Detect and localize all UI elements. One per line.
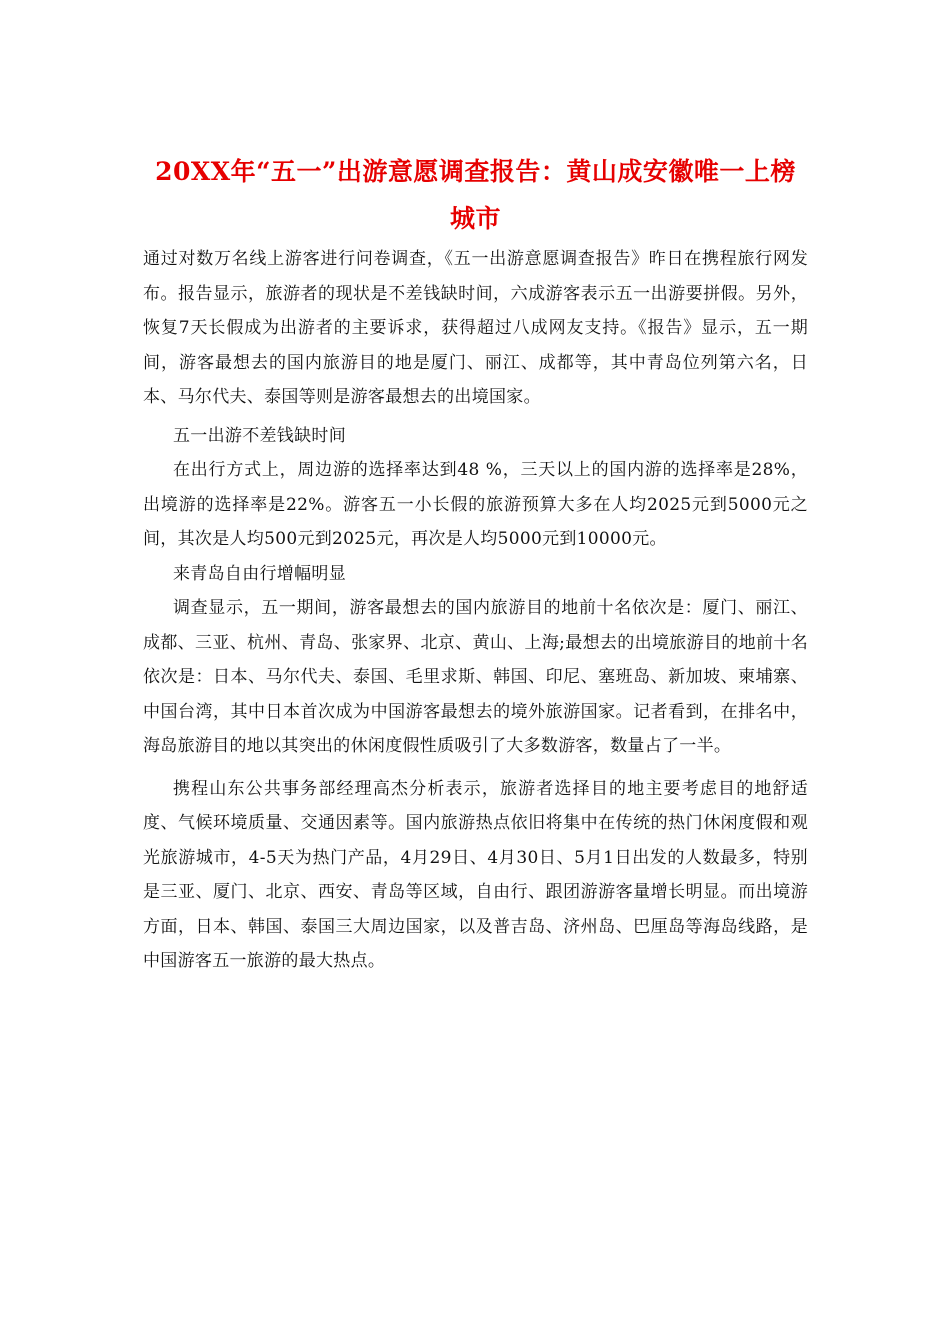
paragraph-travel-mode: 在出行方式上，周边游的选择率达到48 %，三天以上的国内游的选择率是28%，出境游的选择率是22%。游客五一小长假的旅游预算大多在人均2025元到5000元之间，其次是人均500元到2025元，再次是人均5000元到10000元。 bbox=[143, 460, 808, 549]
document-title: 20XX年“五一”出游意愿调查报告：黄山成安徽唯一上榜城市 bbox=[155, 157, 796, 233]
paragraph-intro: 通过对数万名线上游客进行问卷调查，《五一出游意愿调查报告》昨日在携程旅行网发布。报告显示，旅游者的现状是不差钱缺时间，六成游客表示五一出游要拼假。另外，恢复7天长假成为出游者的主要诉求，获得超过八成网友支持。《报告》显示，五一期间，游客最想去的国内旅游目的地是厦门、丽江、成都等，其中青岛位列第六名，日本、马尔代夫、泰国等则是游客最想去的出境国家。 bbox=[143, 249, 808, 407]
section-heading-budget: 五一出游不差钱缺时间 bbox=[173, 425, 346, 446]
paragraph-destinations: 调查显示，五一期间，游客最想去的国内旅游目的地前十名依次是：厦门、丽江、成都、三亚、杭州、青岛、张家界、北京、黄山、上海;最想去的出境旅游目的地前十名依次是：日本、马尔代夫、泰国、毛里求斯、韩国、印尼、塞班岛、新加坡、柬埔寨、中国台湾，其中日本首次成为中国游客最想去的境外旅游国家。记者看到，在排名中，海岛旅游目的地以其突出的休闲度假性质吸引了大多数游客，数量占了一半。 bbox=[143, 598, 808, 756]
section-heading-qingdao: 来青岛自由行增幅明显 bbox=[173, 563, 346, 584]
document-body bbox=[143, 148, 808, 979]
paragraph-analysis: 携程山东公共事务部经理高杰分析表示，旅游者选择目的地主要考虑目的地舒适度、气候环境质量、交通因素等。国内旅游热点依旧将集中在传统的热门休闲度假和观光旅游城市，4-5天为热门产品，4月29日、4月30日、5月1日出发的人数最多，特别是三亚、厦门、北京、西安、青岛等区域，自由行、跟团游游客量增长明显。而出境游方面，日本、韩国、泰国三大周边国家，以及普吉岛、济州岛、巴厘岛等海岛线路，是中国游客五一旅游的最大热点。 bbox=[143, 778, 808, 971]
